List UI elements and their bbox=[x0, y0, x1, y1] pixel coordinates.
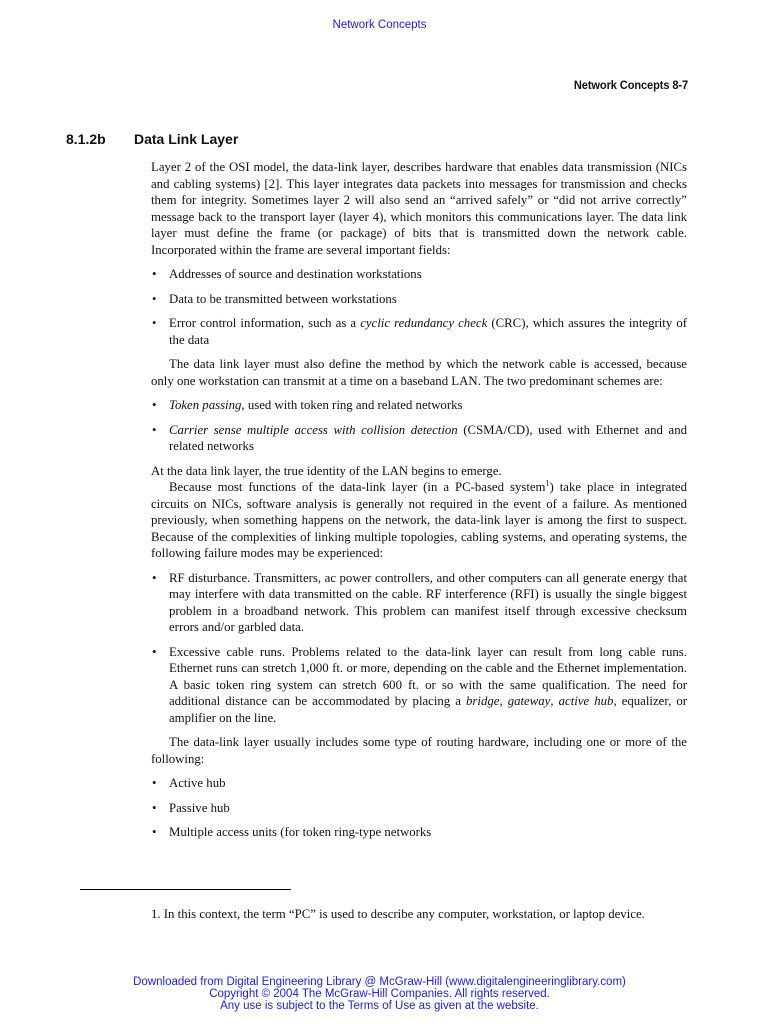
footer-terms-link[interactable]: Any use is subject to the Terms of Use as given at the website. bbox=[220, 1000, 539, 1012]
list-item bbox=[151, 397, 687, 414]
term: Token passing bbox=[169, 398, 242, 412]
top-header-link[interactable]: Network Concepts bbox=[332, 19, 427, 31]
text: Because most functions of the data-link layer (in a PC-based system bbox=[169, 480, 546, 494]
footnote: 1. In this context, the term “PC” is used to describe any computer, workstation, or laptop device. bbox=[151, 907, 645, 921]
paragraph-routing: The data-link layer usually includes some type of routing hardware, including one or more of the following: bbox=[151, 735, 687, 766]
text: Error control information, such as a bbox=[169, 316, 361, 330]
list-item: • RF disturbance. Transmitters, ac power controllers, and other computers can all generate energy that may interfere with data transmitted on the cable. RF interference (RFI) is usually the single biggest problem in a broadband network. This problem can manifest itself through excessive checksum errors and/or garbled data. bbox=[151, 570, 687, 636]
body-text bbox=[151, 159, 687, 841]
list-item: • Data to be transmitted between workstations bbox=[151, 291, 687, 308]
page-footer bbox=[0, 976, 759, 1012]
frame-fields-list bbox=[151, 266, 687, 348]
text: , used with token ring and related networks bbox=[241, 398, 463, 412]
footnote-ref: 1 bbox=[545, 478, 550, 488]
routing-hardware-list bbox=[151, 775, 687, 841]
text: (CSMA/CD), used with Ethernet and and related networks bbox=[169, 422, 688, 453]
text: , equalizer, or amplifier on the line. bbox=[169, 694, 687, 725]
footer-copyright: Copyright © 2004 The McGraw-Hill Companies. All rights reserved. bbox=[209, 988, 550, 1000]
term: cyclic redundancy check bbox=[360, 316, 488, 330]
text: ) take place in integrated circuits on NICs, software analysis is generally not required in the event of a failure. As mentioned previously, when something happens on the network, the data-link layer is among the first to suspect. Because of the complexities of linking multiple topologies, cabling systems, and operating systems, the following failure modes may be experienced: bbox=[151, 480, 688, 560]
term: active hub bbox=[558, 694, 614, 708]
term: gateway bbox=[507, 694, 551, 708]
text: Excessive cable runs. Problems related to the data-link layer can result from long cable runs. Ethernet runs can stretch 1,000 ft. or more, depending on the cable and the Ethernet implementation. A basic token ring system can stretch 600 ft. or so with the same qualification. The need for additional distance can be accommodated by placing a bbox=[169, 644, 687, 708]
footnote-divider bbox=[80, 889, 291, 890]
access-schemes-list bbox=[151, 397, 687, 455]
footer-download-link[interactable]: Downloaded from Digital Engineering Library @ McGraw-Hill (www.digitalengineeringlibrary.com) bbox=[133, 976, 626, 988]
list-item: • Addresses of source and destination workstations bbox=[151, 266, 687, 283]
list-item: • Active hub bbox=[151, 775, 687, 792]
failure-modes-list bbox=[151, 570, 687, 727]
section-title: Data Link Layer bbox=[134, 131, 239, 147]
paragraph-identity: At the data link layer, the true identity of the LAN begins to emerge. bbox=[151, 463, 502, 478]
list-item: • Multiple access units (for token ring-type networks bbox=[151, 824, 687, 841]
list-item bbox=[151, 422, 687, 455]
text: , bbox=[499, 694, 508, 708]
paragraph-access: The data link layer must also define the method by which the network cable is accessed, because only one workstation can transmit at a time on a baseband LAN. The two predominant schemes are: bbox=[151, 357, 687, 388]
list-item: • Passive hub bbox=[151, 800, 687, 817]
text: (CRC), which assures the integrity of the data bbox=[169, 316, 687, 347]
paragraph-failure bbox=[151, 479, 687, 562]
text: , bbox=[550, 694, 559, 708]
list-item bbox=[151, 644, 687, 727]
list-item bbox=[151, 315, 687, 348]
section-number: 8.1.2b bbox=[66, 131, 106, 147]
running-head: Network Concepts 8-7 bbox=[573, 78, 688, 92]
term: Carrier sense multiple access with collision detection bbox=[169, 422, 458, 437]
paragraph-intro: Layer 2 of the OSI model, the data-link layer, describes hardware that enables data transmission (NICs and cabling systems) [2]. This layer integrates data packets into messages for transmission and checks them for integrity. Sometimes layer 2 will also send an “arrived safely” or “did not arrive correctly” message back to the transport layer (layer 4), which monitors this communications layer. The data link layer must define the frame (or package) of bits that is transmitted down the network cable. Incorporated within the frame are several important fields: bbox=[151, 160, 687, 257]
term: bridge bbox=[466, 694, 500, 708]
